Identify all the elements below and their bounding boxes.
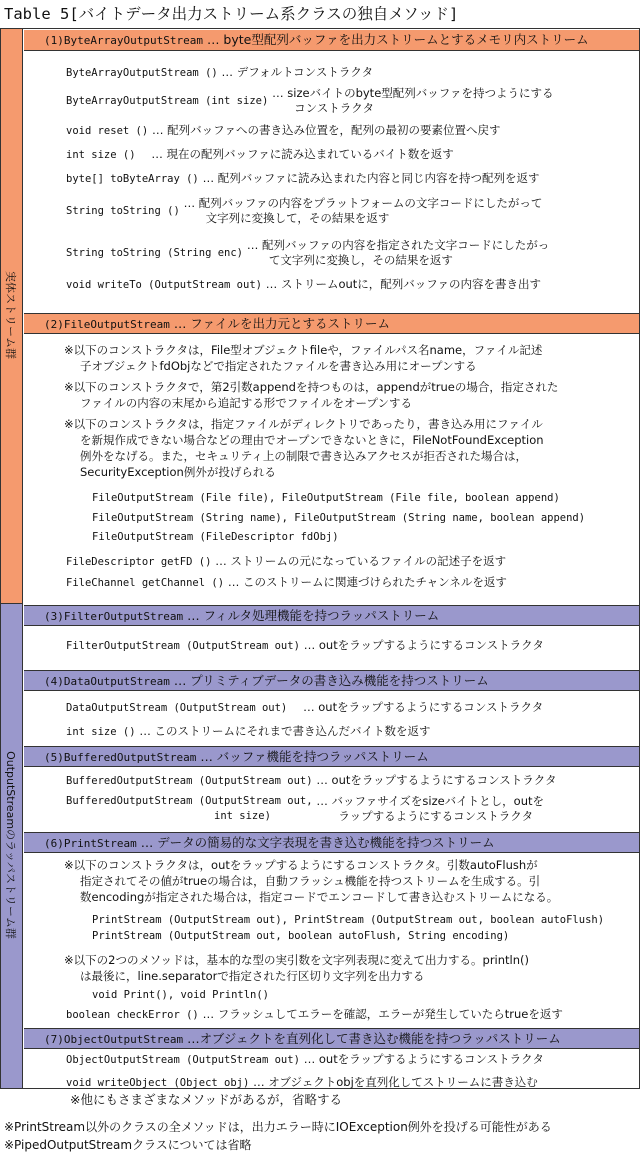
footnote: ※PipedOutputStreamクラスについては省略: [4, 1138, 252, 1152]
note-line: ※以下のコンストラクタは，指定ファイルがディレクトリであったり，書き込み用にファイル: [64, 417, 543, 431]
note-line: SecurityException例外が投げられる: [80, 465, 276, 479]
note-line: 数encodingが指定された場合は，指定コードでエンコードして書き込むストリームになる。: [80, 890, 559, 904]
note-line: ※他にもさまざまなメソッドがあるが，省略する: [70, 1092, 342, 1107]
note-line: ※以下のコンストラクタは，outをラップするようにするコンストラクタ。引数autoFlushが: [64, 858, 538, 872]
method-row: DataOutputStream (OutputStream out) … outをラップするようにするコンストラクタ: [66, 700, 544, 714]
table-title: Table 5[バイトデータ出力ストリーム系クラスの独自メソッド]: [4, 5, 459, 23]
section-header-object: (7)ObjectOutputStream …オブジェクトを直列化して書き込む機能を持つラッパストリーム: [24, 1028, 639, 1049]
method-row: BufferedOutputStream (OutputStream out, int size) … バッファサイズをsizeバイトとし，outを ラップするようにするコンストラクタ: [66, 794, 545, 823]
method-row: byte[] toByteArray () … 配列バッファに読み込まれた内容と同じ内容を持つ配列を返す: [66, 171, 540, 185]
section-header-bytearray: [24, 30, 639, 51]
group-label-wrapper: OutputStreamのラッパストリーム群: [4, 751, 17, 939]
method-names: void Print(), void Println(): [92, 989, 270, 1001]
note-line: ※以下のコンストラクタは，File型オブジェクトfileや，ファイルパス名name，ファイル記述: [64, 343, 543, 357]
note-line: ※以下の2つのメソッドは，基本的な型の実引数を文字列表現に変えて出力する。println(): [64, 953, 530, 967]
section-description: … byte型配列バッファを出力ストリームとするメモリ内ストリーム: [206, 32, 589, 47]
method-row: String toString () … 配列バッファの内容をプラットフォームの文字コードにしたがって 文字列に変換して，その結果を返す: [66, 196, 543, 225]
note-line: ファイルの内容の末尾から追記する形でファイルをオープンする: [80, 396, 413, 410]
method-row: void writeTo (OutputStream out) … ストリームoutに，配列バッファの内容を書き出す: [66, 277, 542, 291]
constructor-line: FileOutputStream (String name), FileOutputStream (String name, boolean append): [92, 512, 586, 524]
note-line: 例外をなげる。また，セキュリティ上の制限で書き込みアクセスが拒否された場合は，: [80, 449, 528, 463]
note-line: は最後に，line.separatorで指定された行区切り文字列を出力する: [80, 969, 425, 983]
method-row: String toString (String enc) … 配列バッファの内容を指定された文字コードにしたがっ て文字列に変換し，その結果を返す: [66, 238, 550, 267]
constructor-line: PrintStream (OutputStream out, boolean autoFlush, String encoding): [92, 930, 510, 942]
section-header-print: (6)PrintStream … データの簡易的な文字表現を書き込む機能を持つストリーム: [24, 832, 639, 853]
method-row: int size () … このストリームにそれまで書き込んだバイト数を返す: [66, 724, 431, 738]
method-row: BufferedOutputStream (OutputStream out) … outをラップするようにするコンストラクタ: [66, 773, 557, 787]
section-header-buffered: (5)BufferedOutputStream … バッファ機能を持つラッパストリーム: [24, 746, 639, 767]
method-row: boolean checkError () … フラッシュしてエラーを確認，エラーが発生していたらtrueを返す: [66, 1007, 563, 1021]
note-line: ※以下のコンストラクタで，第2引数appendを持つものは，appendがtrueの場合，指定された: [64, 380, 559, 394]
footnote: ※PrintStream以外のクラスの全メソッドは，出力エラー時にIOException例外を投げる可能性がある: [4, 1120, 552, 1134]
note-line: 指定されてその値がtrueの場合は，自動フラッシュ機能を持つストリームを生成する。引: [80, 874, 541, 888]
note-line: を新規作成できない場合などの理由でオープンできないときに，FileNotFoundException: [80, 433, 544, 447]
group-label-concrete: 実体ストリーム群: [4, 271, 17, 359]
method-row: FilterOutputStream (OutputStream out) … outをラップするようにするコンストラクタ: [66, 638, 544, 652]
section-class-name: (1)ByteArrayOutputStream: [44, 34, 203, 47]
method-row: int size () … 現在の配列バッファに読み込まれているバイト数を返す: [66, 147, 454, 161]
constructor-line: FileOutputStream (FileDescriptor fdObj): [92, 531, 339, 543]
note-line: 子オブジェクトfdObjなどで指定されたファイルを書き込み用にオープンする: [80, 359, 477, 373]
method-row: ByteArrayOutputStream () … デフォルトコンストラクタ: [66, 65, 374, 79]
method-row: void reset () … 配列バッファへの書き込み位置を，配列の最初の要素位置へ戻す: [66, 123, 501, 137]
section-header-data: (4)DataOutputStream … プリミティブデータの書き込み機能を持つストリーム: [24, 670, 639, 691]
constructor-line: FileOutputStream (File file), FileOutputStream (File file, boolean append): [92, 492, 560, 504]
section-header-file: (2)FileOutputStream … ファイルを出力元とするストリーム: [24, 313, 639, 334]
section-header-filter: (3)FilterOutputStream … フィルタ処理機能を持つラッパストリーム: [24, 605, 639, 626]
method-row: ByteArrayOutputStream (int size) … sizeバイトのbyte型配列バッファを持つようにする コンストラクタ: [66, 86, 554, 115]
method-row: void writeObject (Object obj) … オブジェクトobjを直列化してストリームに書き込む: [66, 1075, 538, 1089]
method-row: FileChannel getChannel () … このストリームに関連づけられたチャンネルを返す: [66, 575, 507, 589]
method-row: ObjectOutputStream (OutputStream out) … outをラップするようにするコンストラクタ: [66, 1052, 544, 1066]
method-row: FileDescriptor getFD () … ストリームの元になっているファイルの記述子を返す: [66, 554, 507, 568]
constructor-line: PrintStream (OutputStream out), PrintStream (OutputStream out, boolean autoFlush): [92, 914, 605, 926]
